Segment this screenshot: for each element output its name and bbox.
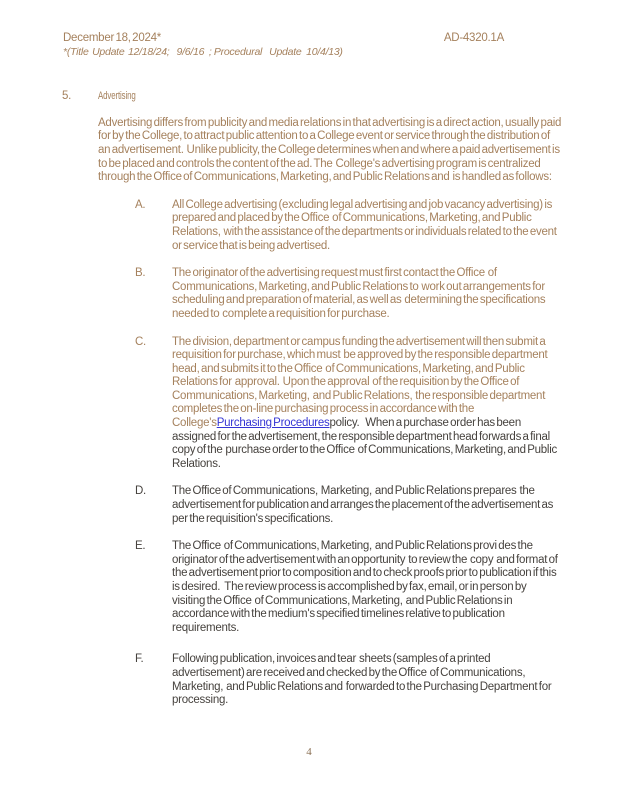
list-item-f	[135, 653, 618, 707]
header-doc-number: AD-4320.1A	[443, 32, 504, 44]
item-letter: D.	[135, 485, 146, 498]
purchasing-procedures-link[interactable]: Purchasing Procedures	[216, 417, 330, 430]
header-date: December 18, 2024*	[63, 32, 161, 44]
item-letter: E.	[135, 540, 146, 553]
item-text	[172, 336, 562, 472]
intro-paragraph: Advertising differs from publicity and media relations in that advertising is a direct action, usually paid for by the College, to attract public attention to a College event or service through the distribution of an advertisement. Unlike publicity, the College determines when and where a paid advertisement is to be placed and controls the content of the ad. The College's advertising program is centralized through the Office of Communications, Marketing, and Public Relations and is handled as follows:	[98, 116, 563, 184]
section-heading	[62, 90, 618, 104]
item-text: The Office of Communications, Marketing, and Public Relations prepares the advertisement for publication and arranges the placement of the advertisement as per the requisition's specifications.	[172, 485, 555, 525]
section-title: Advertising	[98, 90, 136, 103]
list-item-a	[135, 199, 618, 253]
item-text: The originator of the advertising request must first contact the Office of Communications, Marketing, and Public Relations to work out arrangements for scheduling and preparation of material, as well as determining the specifications needed to complete a requisition for purchase.	[172, 267, 547, 320]
item-text: All College advertising (excluding legal advertising and job vacancy advertising) is prepared and placed by the Office of Communications, Marketing, and Public Relations, with the assistance of the departments or individuals related to the event or service that is being advertised.	[172, 198, 560, 252]
list-item-e	[135, 540, 618, 635]
item-letter: C.	[135, 335, 146, 348]
section-number: 5.	[62, 90, 72, 103]
item-text: The Office of Communications, Marketing, and Public Relations provi des the originator of the advertisement with an opportunity to review the copy and format of the advertisement prior to composition and to check proofs prior to publication if this is desired. The review process is accomplished by fax, email, or in person by visiting the Office of Communications, Marketing, and Public Relations in accordance with the medium's specified timelines relative to publication requirements.	[172, 540, 560, 634]
item-text-after-link: policy. When a purchase order has been assigned for the advertisement, the responsible department head forwards a final copy of the purchase order to the Office of Communications, Marketing, and Public Relations.	[172, 417, 559, 470]
list-item-d	[135, 485, 618, 526]
item-text-before-link: The division, department or campus funding the advertisement will then submit a requisition for purchase, which must be approved by the responsible department head, and submits it to the Office of Communications, Marketing, and Public Relations for approval. Upon the approval of the requisition by the Office of Communications, Marketing, and Public Relations, the responsible department completes the on-line purchasing process in accordance with the College's	[172, 335, 549, 430]
revision-note: *(Title Update 12/18/24; 9/6/16 ; Procedural Update 10/4/13)	[63, 45, 343, 58]
item-letter: A.	[135, 198, 146, 211]
item-letter: F.	[135, 653, 144, 666]
list-item-c	[135, 336, 618, 472]
page-number: 4	[306, 746, 312, 758]
item-letter: B.	[135, 267, 146, 280]
item-text: Following publication, invoices and tear sheets (samples of a printed advertisement) are received and checked by the Office of Communications, Marketing, and Public Relations and forwarded to the Purchasing Department for processing.	[172, 653, 553, 707]
list-item-b	[135, 267, 618, 321]
document-header	[0, 0, 618, 46]
